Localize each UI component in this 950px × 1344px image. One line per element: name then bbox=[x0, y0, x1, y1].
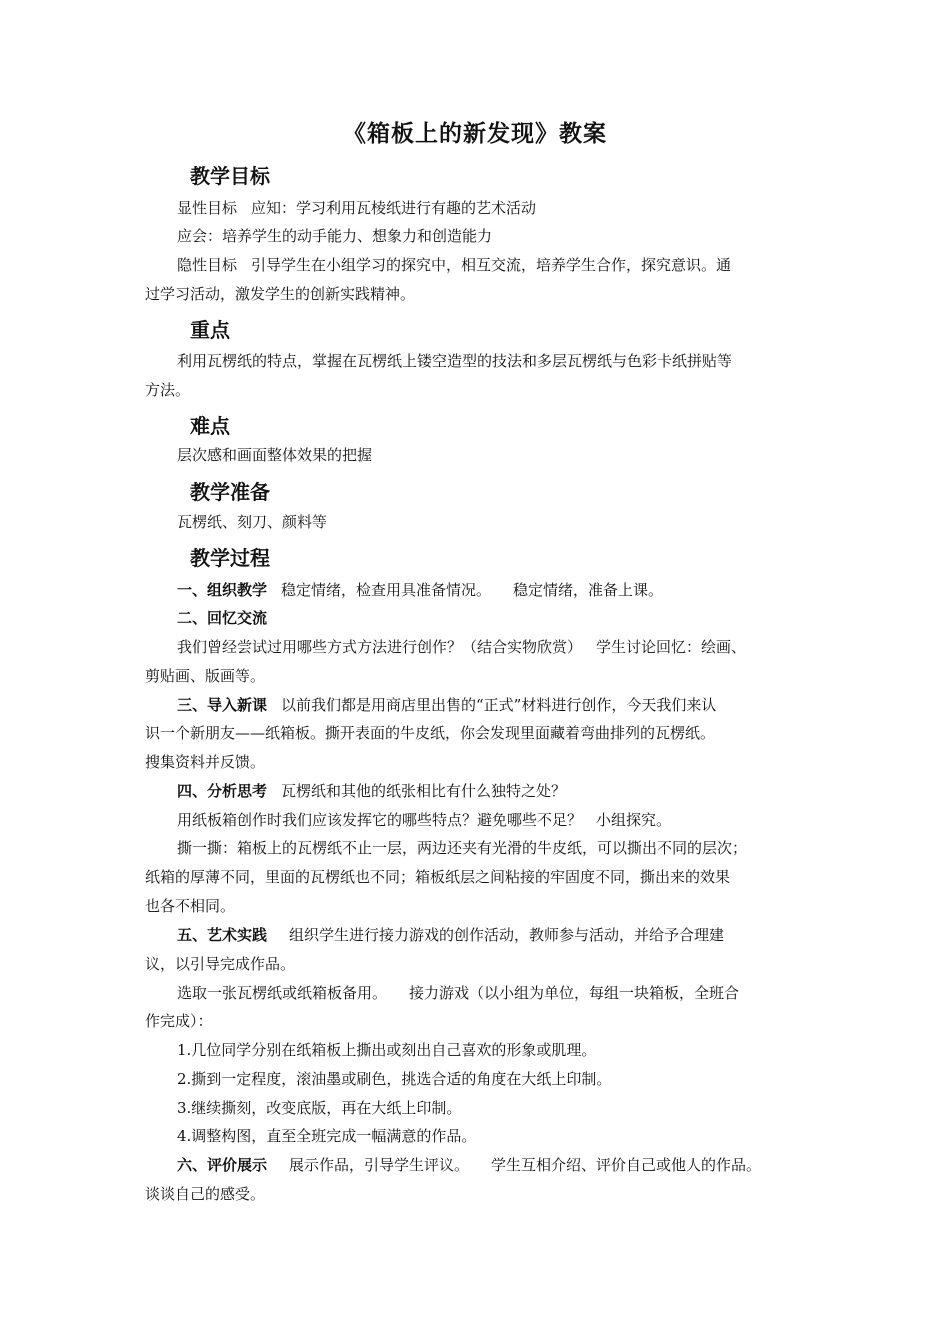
step-6-line-2: 谈谈自己的感受。 bbox=[145, 1185, 266, 1203]
step-5-item-4: 4.调整构图，直至全班完成一幅满意的作品。 bbox=[177, 1127, 477, 1145]
goals-line-1 bbox=[177, 194, 857, 223]
heading-preparation: 教学准备 bbox=[190, 480, 270, 504]
step-3-line-3: 搜集资料并反馈。 bbox=[145, 753, 266, 771]
difficulties-line-1: 层次感和画面整体效果的把握 bbox=[177, 446, 373, 464]
heading-difficulties: 难点 bbox=[190, 414, 230, 438]
step-4-text: 瓦楞纸和其他的纸张相比有什么独特之处？ bbox=[281, 782, 567, 800]
process-step-1 bbox=[177, 576, 857, 605]
process-step-4 bbox=[177, 777, 857, 806]
step-1-text-a: 稳定情绪，检查用具准备情况。 bbox=[281, 581, 492, 599]
goals-line-4: 过学习活动，激发学生的创新实践精神。 bbox=[145, 285, 416, 303]
page-title: 《箱板上的新发现》教案 bbox=[343, 121, 607, 147]
step-2-text-b: 学生讨论回忆：绘画、 bbox=[596, 638, 747, 656]
goals-line-3 bbox=[177, 251, 857, 280]
heading-key-points: 重点 bbox=[190, 318, 230, 342]
goals-implicit-label: 隐性目标 bbox=[177, 256, 238, 274]
step-5-line-2: 议，以引导完成作品。 bbox=[145, 955, 296, 973]
step-2-line-2: 剪贴画、版画等。 bbox=[145, 667, 266, 685]
step-5-label: 五、艺术实践 bbox=[177, 926, 268, 944]
goals-explicit-label: 显性目标 bbox=[177, 199, 238, 217]
goals-implicit-text: 引导学生在小组学习的探究中，相互交流，培养学生合作，探究意识。通 bbox=[251, 256, 732, 274]
step-5-text: 组织学生进行接力游戏的创作活动，教师参与活动，并给予合理建 bbox=[289, 926, 725, 944]
heading-process: 教学过程 bbox=[190, 546, 270, 570]
goals-line-2: 应会：培养学生的动手能力、想象力和创造能力 bbox=[177, 227, 493, 245]
step-3-text: 以前我们都是用商店里出售的“正式”材料进行创作，今天我们来认 bbox=[281, 696, 717, 714]
step-5-text-b: 接力游戏（以小组为单位，每组一块箱板，全班合 bbox=[409, 984, 740, 1002]
step-6-label: 六、评价展示 bbox=[177, 1156, 268, 1174]
step-5-item-2: 2.撕到一定程度，滚油墨或刷色，挑选合适的角度在大纸上印制。 bbox=[177, 1070, 612, 1088]
step-1-label: 一、组织教学 bbox=[177, 581, 268, 599]
step-1-text-b: 稳定情绪，准备上课。 bbox=[513, 581, 664, 599]
step-4-text-a: 用纸板箱创作时我们应该发挥它的哪些特点？避免哪些不足？ bbox=[177, 811, 583, 829]
step-5-line-3 bbox=[177, 979, 857, 1008]
goals-explicit-text: 应知：学习利用瓦棱纸进行有趣的艺术活动 bbox=[251, 199, 537, 217]
step-2-text-a: 我们曾经尝试过用哪些方式方法进行创作？（结合实物欣赏） bbox=[177, 638, 583, 656]
process-step-5 bbox=[177, 921, 857, 950]
step-5-item-1: 1.几位同学分别在纸箱板上撕出或刻出自己喜欢的形象或肌理。 bbox=[177, 1041, 597, 1059]
key-points-line-1: 利用瓦楞纸的特点，掌握在瓦楞纸上镂空造型的技法和多层瓦楞纸与色彩卡纸拼贴等 bbox=[177, 352, 733, 370]
step-4-line-5: 也各不相同。 bbox=[145, 897, 236, 915]
step-2-line-1 bbox=[177, 633, 857, 662]
process-step-6 bbox=[177, 1151, 857, 1180]
step-3-label: 三、导入新课 bbox=[177, 696, 268, 714]
step-5-line-4: 作完成）： bbox=[145, 1012, 213, 1030]
step-5-item-3: 3.继续撕刻，改变底版，再在大纸上印制。 bbox=[177, 1099, 462, 1117]
step-6-text-b: 学生互相介绍、评价自己或他人的作品。 bbox=[491, 1156, 762, 1174]
step-4-label: 四、分析思考 bbox=[177, 782, 268, 800]
process-step-2-label-line bbox=[177, 604, 857, 633]
process-step-3 bbox=[177, 691, 857, 720]
step-4-line-4: 纸箱的厚薄不同，里面的瓦楞纸也不同；箱板纸层之间粘接的牢固度不同，撕出来的效果 bbox=[145, 868, 731, 886]
step-4-line-2 bbox=[177, 806, 857, 835]
step-6-text-a: 展示作品，引导学生评议。 bbox=[289, 1156, 470, 1174]
key-points-line-2: 方法。 bbox=[145, 381, 191, 399]
step-4-text-b: 小组探究。 bbox=[596, 811, 672, 829]
heading-goals: 教学目标 bbox=[190, 164, 270, 188]
step-3-line-2: 识一个新朋友——纸箱板。撕开表面的牛皮纸，你会发现里面藏着弯曲排列的瓦楞纸。 bbox=[145, 724, 716, 742]
preparation-line-1: 瓦楞纸、刻刀、颜料等 bbox=[177, 513, 328, 531]
step-2-label: 二、回忆交流 bbox=[177, 609, 268, 627]
step-5-text-a: 选取一张瓦楞纸或纸箱板备用。 bbox=[177, 984, 388, 1002]
step-4-line-3: 撕一撕：箱板上的瓦楞纸不止一层，两边还夹有光滑的牛皮纸，可以撕出不同的层次； bbox=[177, 839, 748, 857]
